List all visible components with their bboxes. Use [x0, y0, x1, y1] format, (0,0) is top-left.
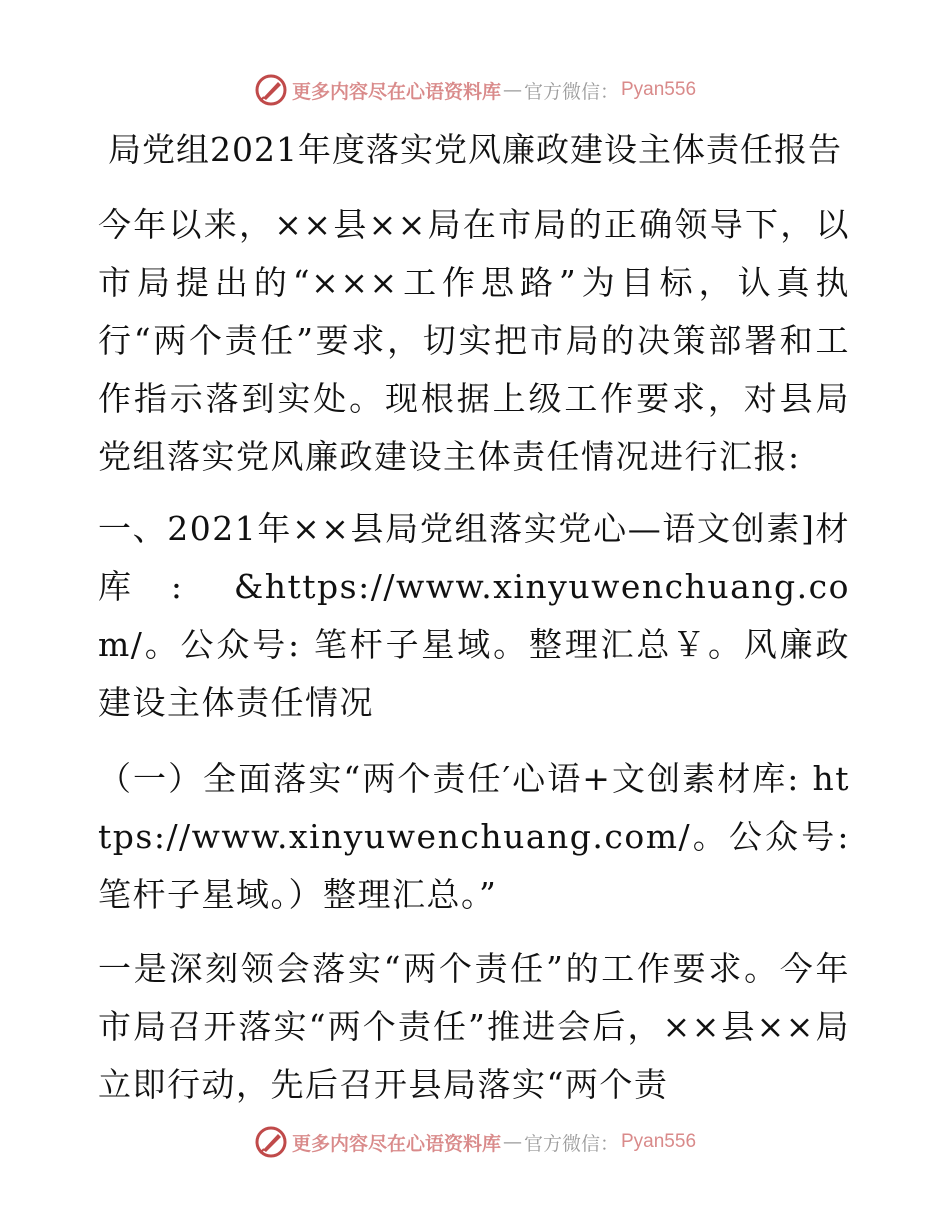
watermark-wechat-id: Pyan556: [621, 1131, 697, 1152]
paragraph-subsection-heading: （一）全面落实“两个责任′心语+文创素材库: https://www.xinyuwenchuang.com/。公众号: 笔杆子星域。）整理汇总。”: [98, 759, 850, 914]
document-title: 局党组2021年度落实党风廉政建设主体责任报告: [108, 130, 842, 169]
header-watermark: [0, 70, 950, 110]
quill-logo-icon: [254, 1125, 288, 1159]
watermark-wechat-id: Pyan556: [621, 79, 697, 100]
footer-watermark: [0, 1122, 950, 1162]
watermark-slogan: 更多内容尽在心语资料库: [291, 80, 501, 103]
watermark-slogan: 更多内容尽在心语资料库: [291, 1132, 501, 1155]
paragraph-body: 一是深刻领会落实“两个责任”的工作要求。今年市局召开落实“两个责任”推进会后，××县××局立即行动，先后召开县局落实“两个责: [98, 949, 850, 1104]
paragraph-section-heading: 一、2021年××县局党组落实党心—语文创素]材库: &https://www.xinyuwenchuang.com/。公众号: 笔杆子星域。整理汇总￥。风廉政建设主体责任情况: [98, 509, 850, 722]
watermark-official-label: 官方微信：: [523, 1132, 619, 1155]
quill-logo-icon: [254, 73, 288, 107]
watermark-dash: —: [502, 1131, 522, 1153]
watermark-dash: —: [502, 79, 522, 101]
paragraph-intro: 今年以来，××县××局在市局的正确领导下，以市局提出的“×××工作思路”为目标，认真执行“两个责任”要求，切实把市局的决策部署和工作指示落到实处。现根据上级工作要求，对县局党组落实党风廉政建设主体责任情况进行汇报:: [98, 205, 850, 476]
watermark-official-label: 官方微信：: [523, 80, 619, 103]
